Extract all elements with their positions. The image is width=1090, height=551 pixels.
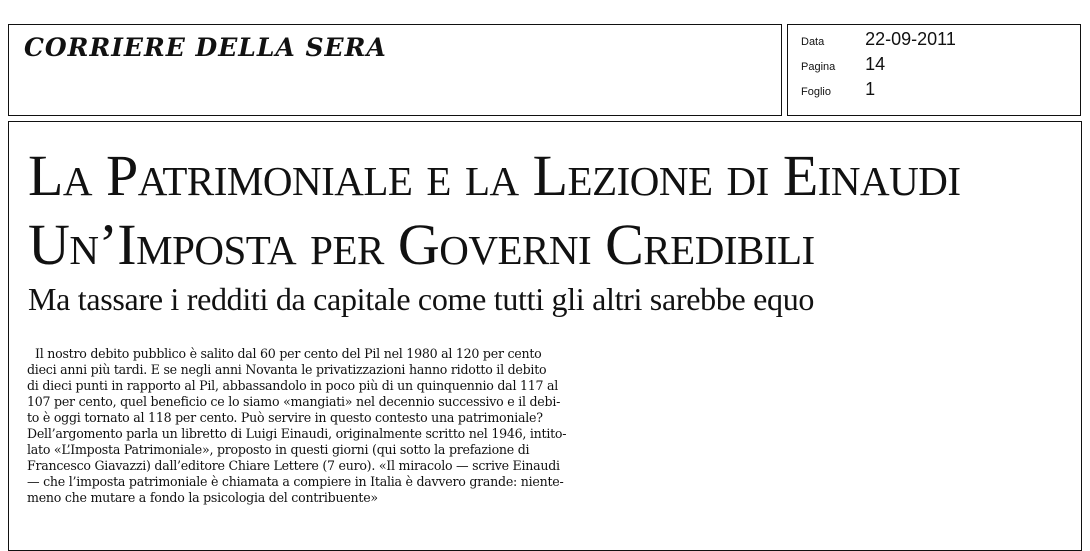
body-line: Dell’argomento parla un libretto di Luigi Einaudi, originalmente scritto nel 1946, intito-: [27, 426, 567, 441]
body-line: lato «L’Imposta Patrimoniale», proposto in questi giorni (qui sotto la prefazione di: [27, 442, 530, 457]
page-meta-box: [787, 24, 1081, 116]
article-subtitle: Ma tassare i redditi da capitale come tutti gli altri sarebbe equo: [28, 281, 815, 317]
date-label: Data: [801, 36, 825, 48]
meta-row-sheet: [801, 79, 875, 99]
meta-row-page: [801, 54, 885, 74]
body-line: to è oggi tornato al 118 per cento. Può servire in questo contesto una patrimoniale?: [27, 410, 543, 425]
body-line: di dieci punti in rapporto al Pil, abbassandolo in poco più di un quinquennio dal 117 al: [27, 378, 559, 393]
article-body: [27, 346, 739, 506]
body-line: Francesco Giavazzi) dall’editore Chiare Lettere (7 euro). «Il miracolo — scrive Einaudi: [27, 458, 560, 473]
sheet-label: Foglio: [801, 86, 831, 98]
meta-row-date: [801, 29, 956, 49]
date-value: 22-09-2011: [865, 29, 956, 49]
body-line: 107 per cento, quel beneficio ce lo siamo «mangiati» nel decennio successivo e il debi-: [27, 394, 561, 409]
body-line: dieci anni più tardi. E se negli anni Novanta le privatizzazioni hanno ridotto il debito: [27, 362, 547, 377]
newspaper-masthead: CORRIERE DELLA SERA: [24, 33, 387, 62]
headline-line-1: La Patrimoniale e la Lezione di Einaudi: [28, 143, 961, 208]
sheet-value: 1: [865, 79, 876, 99]
page-label: Pagina: [801, 61, 836, 73]
page-value: 14: [865, 54, 886, 74]
body-line: Il nostro debito pubblico è salito dal 60 per cento del Pil nel 1980 al 120 per cento: [35, 346, 542, 361]
headline-line-2: Un’Imposta per Governi Credibili: [28, 212, 815, 277]
body-line: meno che mutare a fondo la psicologia del contribuente»: [27, 490, 378, 505]
body-line: — che l’imposta patrimoniale è chiamata a compiere in Italia è davvero grande: niente-: [27, 474, 564, 489]
